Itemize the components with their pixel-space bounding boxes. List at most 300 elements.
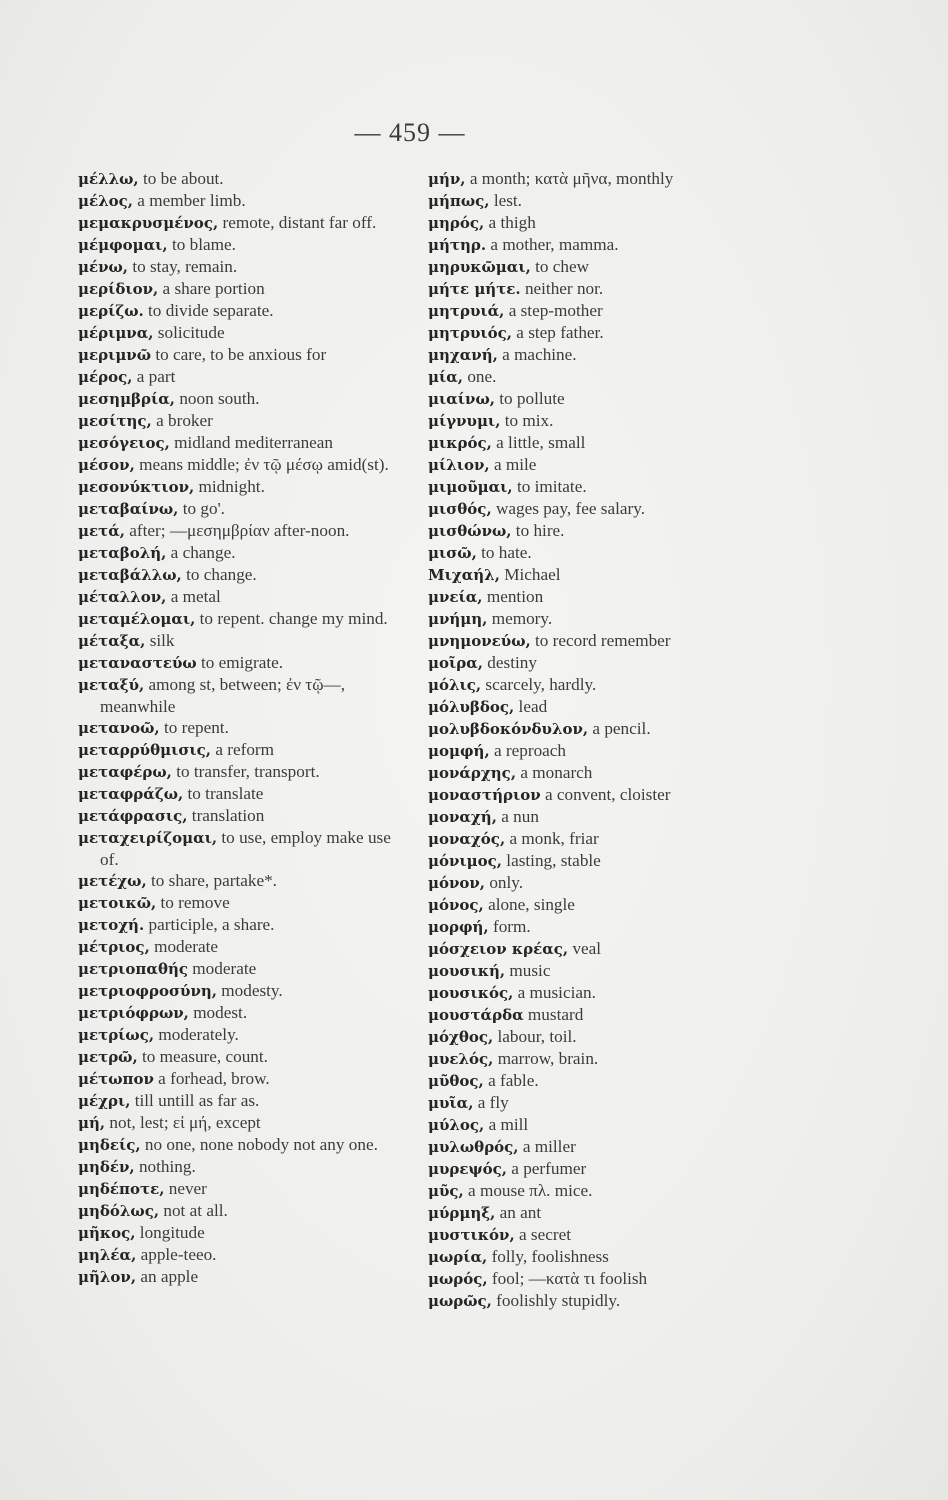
entry-headword: μηδόλως, [78,1202,160,1220]
entry-headword: μεταμέλομαι, [78,610,196,628]
entry-headword: μισθώνω, [428,522,512,540]
entry-definition: to share, partake*. [150,871,277,890]
dictionary-entry [428,674,773,696]
right-column [428,168,773,1312]
entry-headword: μέτωπον [78,1070,154,1088]
entry-definition: silk [149,631,175,650]
entry-definition: to change. [186,565,257,584]
dictionary-entry [428,806,773,828]
entry-headword: μέτριος, [78,938,150,956]
entry-definition: a reproach [493,741,567,760]
entry-headword: μετριοπαθής [78,960,188,978]
dictionary-entry [78,958,408,980]
entry-headword: μήτε μήτε. [428,280,521,298]
entry-headword: μιμοῦμαι, [428,478,513,496]
dictionary-entry [428,410,773,432]
dictionary-entry [428,894,773,916]
entry-headword: μία, [428,368,464,386]
entry-headword: μουσικός, [428,984,514,1002]
entry-headword: Μιχαήλ, [428,566,500,584]
entry-definition: lasting, stable [506,851,601,870]
entry-headword: μηδέποτε, [78,1180,165,1198]
entry-definition: not, lest; εἰ μή, except [109,1113,261,1132]
entry-definition: longitude [139,1223,205,1242]
entry-headword: μεριμνῶ [78,346,152,364]
entry-headword: μουστάρδα [428,1006,524,1024]
dictionary-entry [78,300,408,322]
entry-headword: μύρμηξ, [428,1204,496,1222]
dictionary-entry [428,916,773,938]
entry-headword: μῆλον, [78,1268,137,1286]
entry-headword: μωρός, [428,1270,488,1288]
entry-headword: μέχρι, [78,1092,131,1110]
dictionary-entry [78,520,408,542]
entry-definition: moderate [192,959,257,978]
entry-headword: μερίζω. [78,302,144,320]
dictionary-entry [78,870,408,892]
entry-definition: means middle; ἐν τῷ μέσῳ amid(st). [139,455,389,474]
entry-headword: μέριμνα, [78,324,154,342]
dictionary-entry [428,278,773,300]
entry-definition: to mix. [504,411,554,430]
dictionary-entry [428,718,773,740]
entry-definition: to translate [187,784,264,803]
dictionary-entry [78,892,408,914]
entry-headword: μομφή, [428,742,490,760]
entry-definition: a pencil. [592,719,651,738]
entry-definition: to hire. [515,521,565,540]
dictionary-entry [428,1246,773,1268]
entry-definition: neither nor. [524,279,604,298]
entry-headword: μύλος, [428,1116,485,1134]
entry-definition: to go'. [182,499,225,518]
entry-headword: μηδείς, [78,1136,141,1154]
dictionary-entry [428,960,773,982]
entry-headword: μόνον, [428,874,486,892]
entry-headword: μητρυιός, [428,324,512,342]
dictionary-entry [428,388,773,410]
dictionary-entry [78,190,408,212]
entry-definition: a monarch [520,763,593,782]
dictionary-entry [78,476,408,498]
entry-definition: lest. [493,191,522,210]
entry-headword: μετριόφρων, [78,1004,189,1022]
entry-definition: to repent. change my mind. [199,609,388,628]
entry-definition: a reform [215,740,275,759]
dictionary-entry [428,1224,773,1246]
entry-definition: a monk, friar [509,829,599,848]
entry-definition: a broker [156,411,213,430]
entry-definition: a fable. [488,1071,539,1090]
entry-definition: after; —μεσημβρίαν after-noon. [129,521,350,540]
entry-definition: folly, foolishness [491,1247,609,1266]
dictionary-entry [78,586,408,608]
dictionary-entry [78,1002,408,1024]
entry-definition: a mother, mamma. [490,235,619,254]
entry-headword: μέσον, [78,456,135,474]
dictionary-entry [428,630,773,652]
dictionary-entry [428,1004,773,1026]
entry-definition: to transfer, transport. [176,762,320,781]
dictionary-entry [428,168,773,190]
entry-definition: a step father. [516,323,604,342]
entry-headword: μίλιον, [428,456,490,474]
dictionary-entry [428,784,773,806]
dictionary-entry [428,652,773,674]
entry-definition: one. [467,367,497,386]
entry-definition: an apple [140,1267,199,1286]
dictionary-entry [78,608,408,630]
entry-definition: mention [486,587,544,606]
dictionary-entry [428,300,773,322]
dictionary-entry [78,1112,408,1134]
dictionary-entry [428,608,773,630]
entry-headword: μετρῶ, [78,1048,138,1066]
dictionary-entry [428,762,773,784]
dictionary-entry [428,454,773,476]
entry-headword: μυστικόν, [428,1226,515,1244]
dictionary-entry [428,432,773,454]
dictionary-entry [428,564,773,586]
dictionary-entry [78,980,408,1002]
entry-definition: among st, between; ἐν τῷ—, meanwhile [100,675,346,716]
entry-headword: μυελός, [428,1050,494,1068]
entry-definition: midland mediterranean [174,433,334,452]
dictionary-entry [78,1200,408,1222]
dictionary-entry [428,586,773,608]
entry-definition: a month; κατὰ μῆνα, monthly [469,169,674,188]
dictionary-entry [428,872,773,894]
entry-headword: μόσχειον κρέας, [428,940,569,958]
dictionary-entry [78,366,408,388]
entry-definition: to chew [535,257,590,276]
entry-headword: μεταφράζω, [78,785,184,803]
entry-headword: μένω, [78,258,129,276]
entry-headword: μηρυκῶμαι, [428,258,531,276]
dictionary-entry [78,630,408,652]
dictionary-entry [428,366,773,388]
dictionary-entry [428,938,773,960]
entry-definition: apple-teeo. [140,1245,217,1264]
entry-definition: noon south. [179,389,260,408]
dictionary-entry [428,476,773,498]
entry-definition: to repent. [163,718,229,737]
entry-headword: μεταβολή, [78,544,167,562]
entry-headword: μνεία, [428,588,483,606]
entry-headword: μόχθος, [428,1028,494,1046]
entry-definition: lead [518,697,548,716]
entry-definition: to pollute [499,389,565,408]
dictionary-entry [78,410,408,432]
entry-definition: to stay, remain. [132,257,238,276]
entry-definition: to care, to be anxious for [155,345,327,364]
entry-headword: μεταξύ, [78,676,145,694]
entry-definition: form. [492,917,531,936]
entry-headword: μηχανή, [428,346,498,364]
entry-headword: μερίδιον, [78,280,159,298]
dictionary-entry [428,344,773,366]
dictionary-entry [428,520,773,542]
dictionary-entry [78,432,408,454]
dictionary-entry [78,914,408,936]
entry-definition: wages pay, fee salary. [495,499,646,518]
entry-headword: μέλος, [78,192,133,210]
entry-headword: μέρος, [78,368,133,386]
dictionary-entry [428,696,773,718]
entry-definition: an ant [499,1203,542,1222]
dictionary-entry [428,256,773,278]
entry-headword: μορφή, [428,918,489,936]
entry-headword: μεταναστεύω [78,654,197,672]
entry-definition: mustard [527,1005,584,1024]
dictionary-entry [78,1134,408,1156]
dictionary-entry [428,1180,773,1202]
entry-definition: never [168,1179,207,1198]
dictionary-entry [78,542,408,564]
entry-definition: music [509,961,551,980]
dictionary-entry [428,322,773,344]
entry-headword: μέταξα, [78,632,146,650]
dictionary-entry [78,1156,408,1178]
entry-definition: destiny [487,653,537,672]
entry-definition: a step-mother [508,301,603,320]
entry-headword: μεταβάλλω, [78,566,182,584]
entry-headword: μηρός, [428,214,485,232]
entry-headword: μετρίως, [78,1026,155,1044]
entry-definition: a musician. [517,983,596,1002]
entry-definition: foolishly stupidly. [496,1291,621,1310]
entry-headword: μίγνυμι, [428,412,501,430]
entry-definition: a convent, cloister [544,785,671,804]
dictionary-entry [78,388,408,410]
entry-headword: μοναχός, [428,830,506,848]
entry-headword: μετοικῶ, [78,894,157,912]
dictionary-entry [428,498,773,520]
entry-headword: μεσίτης, [78,412,152,430]
entry-definition: solicitude [157,323,225,342]
entry-definition: a part [136,367,176,386]
entry-headword: μοῖρα, [428,654,483,672]
entry-definition: marrow, brain. [497,1049,599,1068]
entry-definition: a metal [170,587,221,606]
entry-headword: μῦς, [428,1182,464,1200]
entry-headword: μήν, [428,170,466,188]
entry-headword: μετά, [78,522,125,540]
dictionary-entry [428,1136,773,1158]
entry-definition: a change. [170,543,236,562]
entry-headword: μετοχή. [78,916,145,934]
entry-definition: translation [191,806,265,825]
entry-headword: μωρία, [428,1248,488,1266]
entry-definition: alone, single [488,895,575,914]
dictionary-entry [78,322,408,344]
entry-definition: midnight. [198,477,265,496]
entry-headword: μνημονεύω, [428,632,531,650]
entry-definition: to remove [160,893,230,912]
entry-headword: μετέχω, [78,872,147,890]
entry-headword: μυῖα, [428,1094,474,1112]
dictionary-entry [78,1046,408,1068]
entry-definition: memory. [491,609,553,628]
entry-definition: moderately. [158,1025,239,1044]
entry-definition: to emigrate. [200,653,284,672]
entry-headword: μόλυβδος, [428,698,515,716]
entry-headword: μυρεψός, [428,1160,507,1178]
entry-headword: μικρός, [428,434,492,452]
entry-headword: μήτηρ. [428,236,487,254]
entry-headword: μετανοῶ, [78,719,160,737]
dictionary-entry [78,936,408,958]
entry-definition: a mile [493,455,537,474]
page-number: — 459 — [354,118,466,147]
entry-definition: a mill [488,1115,529,1134]
entry-headword: μνήμη, [428,610,488,628]
entry-headword: μεταρρύθμισις, [78,741,212,759]
entry-definition: a perfumer [511,1159,587,1178]
entry-headword: μεταβαίνω, [78,500,179,518]
entry-headword: μόνος, [428,896,484,914]
entry-definition: a thigh [488,213,536,232]
entry-headword: μισῶ, [428,544,477,562]
entry-headword: μοναχή, [428,808,497,826]
entry-definition: till untill as far as. [134,1091,260,1110]
entry-definition: labour, toil. [497,1027,577,1046]
entry-definition: to hate. [481,543,532,562]
entry-definition: remote, distant far off. [222,213,377,232]
entry-headword: μεσημβρία, [78,390,176,408]
dictionary-entry [428,542,773,564]
entry-definition: fool; —κατὰ τι foolish [491,1269,648,1288]
entry-definition: no one, none nobody not any one. [144,1135,378,1154]
entry-definition: to use, employ make use of. [100,828,391,869]
dictionary-entry [78,234,408,256]
entry-definition: Michael [504,565,561,584]
dictionary-entry [78,652,408,674]
entry-headword: μονάρχης, [428,764,517,782]
dictionary-entry [78,344,408,366]
entry-definition: to blame. [171,235,236,254]
dictionary-entry [428,1070,773,1092]
entry-definition: only. [489,873,524,892]
entry-definition: moderate [154,937,219,956]
dictionary-entry [78,1090,408,1112]
dictionary-entry [428,1048,773,1070]
entry-headword: μέταλλον, [78,588,167,606]
dictionary-entry [428,828,773,850]
dictionary-entry [78,1068,408,1090]
entry-headword: μόλις, [428,676,482,694]
entry-definition: a nun [501,807,539,826]
dictionary-entry [78,564,408,586]
dictionary-entry [78,1222,408,1244]
dictionary-entry [78,498,408,520]
entry-headword: μέμφομαι, [78,236,168,254]
entry-headword: μηδέν, [78,1158,135,1176]
dictionary-entry [78,739,408,761]
dictionary-entry [428,1268,773,1290]
entry-definition: a secret [518,1225,571,1244]
dictionary-entry [428,190,773,212]
dictionary-entry [78,1244,408,1266]
dictionary-entry [78,212,408,234]
dictionary-entry [78,168,408,190]
entry-headword: μεταχειρίζομαι, [78,829,218,847]
dictionary-entry [78,454,408,476]
entry-headword: μετριοφροσύνη, [78,982,217,1000]
entry-definition: to imitate. [516,477,587,496]
entry-headword: μή, [78,1114,106,1132]
entry-headword: μόνιμος, [428,852,502,870]
entry-headword: μολυβδοκόνδυλον, [428,720,589,738]
entry-definition: veal [572,939,602,958]
entry-headword: μωρῶς, [428,1292,492,1310]
entry-headword: μεσονύκτιον, [78,478,195,496]
dictionary-entry [78,717,408,739]
dictionary-entry [428,1202,773,1224]
entry-definition: modesty. [221,981,283,1000]
entry-definition: a mouse πλ. mice. [468,1181,593,1200]
entry-definition: scarcely, hardly. [485,675,597,694]
dictionary-entry [78,1266,408,1288]
entry-definition: to record remember [535,631,671,650]
dictionary-entry [428,740,773,762]
entry-headword: μεσόγειος, [78,434,170,452]
entry-headword: μετάφρασις, [78,807,188,825]
entry-definition: to be about. [142,169,224,188]
entry-headword: μέλλω, [78,170,139,188]
entry-definition: modest. [193,1003,248,1022]
entry-definition: a miller [522,1137,576,1156]
dictionary-entry [428,1026,773,1048]
entry-definition: nothing. [138,1157,196,1176]
dictionary-entry [428,1092,773,1114]
dictionary-entry [428,212,773,234]
dictionary-entry [428,850,773,872]
entry-headword: μιαίνω, [428,390,495,408]
dictionary-entry [428,1158,773,1180]
entry-definition: to measure, count. [141,1047,268,1066]
entry-definition: to divide separate. [148,301,274,320]
entry-headword: μεμακρυσμένος, [78,214,219,232]
dictionary-entry [78,805,408,827]
dictionary-entry [78,256,408,278]
dictionary-entry [78,783,408,805]
entry-definition: not at all. [163,1201,228,1220]
dictionary-entry [78,1024,408,1046]
entry-headword: μεταφέρω, [78,763,172,781]
dictionary-entry [78,278,408,300]
entry-headword: μητρυιά, [428,302,505,320]
entry-headword: μῦθος, [428,1072,484,1090]
entry-headword: μηλέα, [78,1246,137,1264]
dictionary-entry [78,1178,408,1200]
dictionary-entry [428,234,773,256]
entry-headword: μουσική, [428,962,506,980]
left-column [78,168,408,1288]
dictionary-entry [78,761,408,783]
entry-definition: a fly [477,1093,509,1112]
dictionary-entry [78,674,408,717]
entry-definition: a machine. [502,345,577,364]
entry-headword: μήπως, [428,192,490,210]
entry-definition: a member limb. [137,191,246,210]
entry-headword: μισθός, [428,500,492,518]
dictionary-entry [78,827,408,870]
entry-definition: a share portion [162,279,265,298]
entry-headword: μυλωθρός, [428,1138,519,1156]
dictionary-entry [428,1290,773,1312]
entry-definition: a forhead, brow. [158,1069,270,1088]
